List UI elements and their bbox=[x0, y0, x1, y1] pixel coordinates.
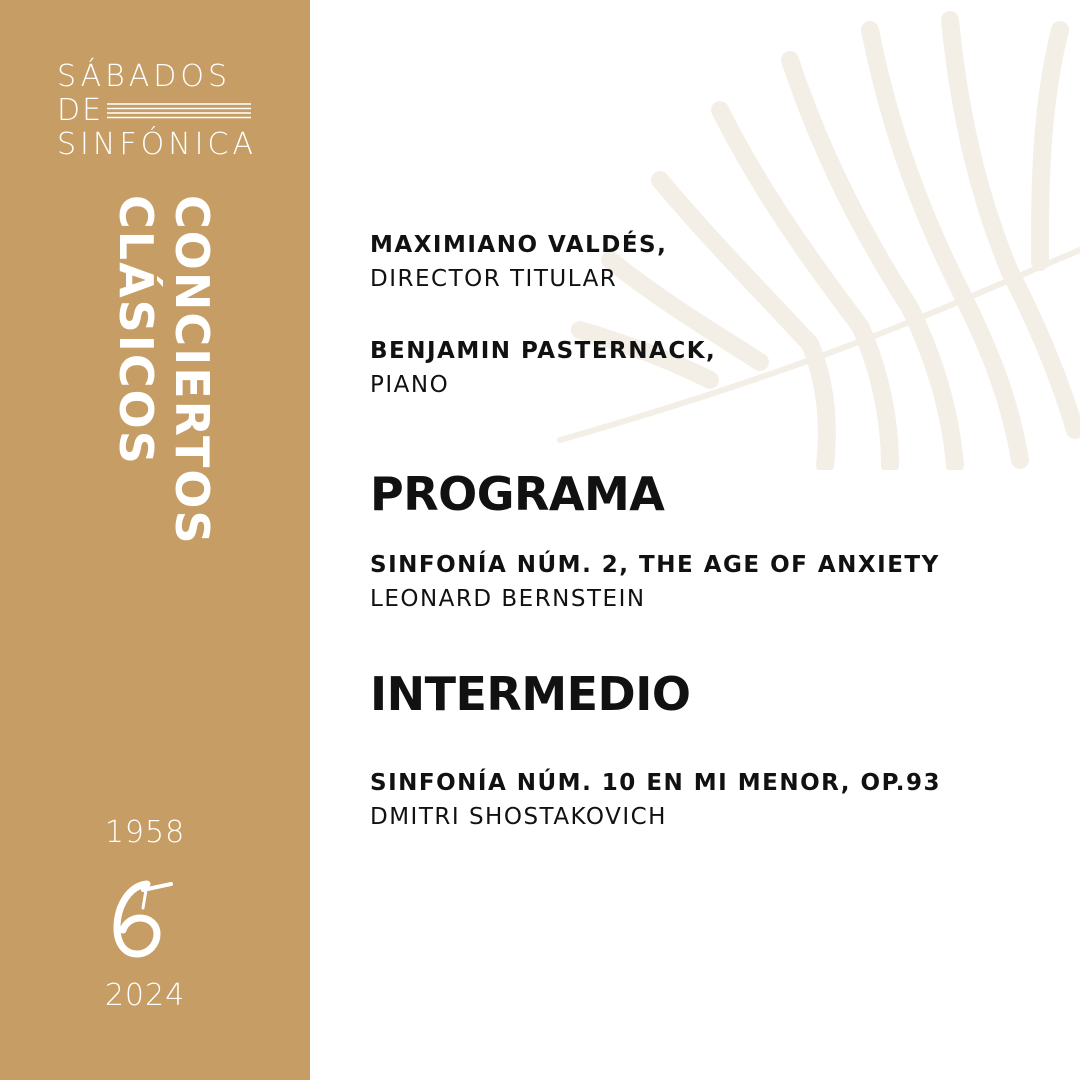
sidebar-panel bbox=[0, 0, 310, 1080]
intermission-heading: INTERMEDIO bbox=[370, 667, 691, 721]
work-title: SINFONÍA NÚM. 2, THE AGE OF ANXIETY bbox=[370, 552, 940, 578]
work-first bbox=[370, 548, 1060, 616]
performer-name: BENJAMIN PASTERNACK, bbox=[370, 338, 717, 364]
work-second bbox=[370, 766, 1060, 834]
series-title-line-1: CONCIERTOS bbox=[165, 195, 219, 546]
program-content bbox=[370, 228, 1060, 834]
work-composer: DMITRI SHOSTAKOVICH bbox=[370, 804, 667, 830]
performer-conductor bbox=[370, 228, 1060, 296]
performer-role: PIANO bbox=[370, 372, 450, 398]
performer-role: DIRECTOR TITULAR bbox=[370, 266, 618, 292]
brand-line-sinfonica: SINFÓNICA bbox=[57, 127, 257, 162]
performer-name: MAXIMIANO VALDÉS, bbox=[370, 232, 668, 258]
program-heading: PROGRAMA bbox=[370, 467, 665, 521]
series-title-line-2: CLÁSICOS bbox=[109, 195, 163, 466]
work-title: SINFONÍA NÚM. 10 EN MI MENOR, OP.93 bbox=[370, 770, 941, 796]
brand-logo bbox=[57, 59, 257, 162]
brand-line-de: DE bbox=[57, 93, 104, 128]
vertical-series-title bbox=[100, 195, 220, 585]
year-start: 1958 bbox=[104, 815, 186, 850]
anniversary-65-icon bbox=[107, 878, 177, 958]
music-staff-lines bbox=[107, 103, 251, 119]
brand-line-de-row bbox=[57, 94, 253, 128]
year-end: 2024 bbox=[104, 978, 186, 1013]
performer-soloist bbox=[370, 334, 1060, 402]
work-composer: LEONARD BERNSTEIN bbox=[370, 586, 646, 612]
brand-line-sabados: SÁBADOS bbox=[57, 59, 232, 94]
